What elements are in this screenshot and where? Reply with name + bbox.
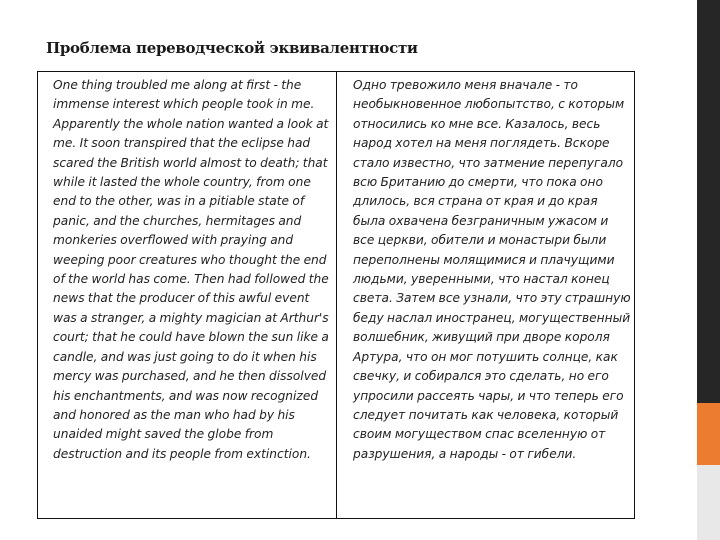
side-band-dark-segment: [697, 0, 720, 403]
slide-title: Проблема переводческой эквивалентности: [46, 39, 418, 57]
russian-translation-text: Одно тревожило меня вначале - то необыкновенное любопытство, с которым относились ко мне все. Казалось, весь народ хотел на меня поглядеть. Вскоре стало известно, что затмение перепугало всю Британию до смерти, что пока оно длилось, вся страна от края и до края была охвачена безграничным ужасом и все церкви, обители и монастыри были переполнены молящимися и плачущими людьми, уверенными, что настал конец света. Затем все узнали, что эту страшную беду наслал иностранец, могущественный волшебник, живущий при дворе короля Артура, что он мог потушить солнце, как свечку, и собирался это сделать, но его упросили рассеять чары, и что теперь его следует почитать как человека, который своим могуществом спас вселенную от разрушения, а народы - от гибели.: [353, 78, 631, 461]
decorative-side-band: [697, 0, 720, 540]
translation-comparison-table: [37, 71, 635, 519]
side-band-light-segment: [697, 465, 720, 540]
original-english-text: One thing troubled me along at first - the immense interest which people took in me. Apparently the whole nation wanted a look at me. It soon transpired that the eclipse had scared the British world almost to death; that while it lasted the whole country, from one end to the other, was in a pitiable state of panic, and the churches, hermitages and monkeries overflowed with praying and weeping poor creatures who thought the end of the world has come. Then had followed the news that the producer of this awful event was a stranger, a mighty magician at Arthur's court; that he could have blown the sun like a candle, and was just going to do it when his mercy was purchased, and he then dissolved his enchantments, and was now recognized and honored as the man who had by his unaided might saved the globe from destruction and its people from extinction.: [38, 72, 337, 518]
side-band-orange-accent: [697, 403, 720, 465]
